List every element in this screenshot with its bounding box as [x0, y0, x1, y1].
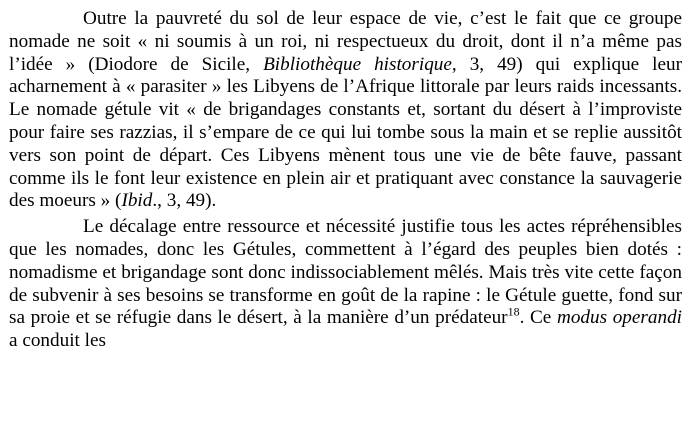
document-page [9, 8, 682, 353]
ibid-reference: Ibid [121, 190, 153, 212]
paragraph-2-text-2: . Ce [519, 307, 557, 329]
work-title-bibliotheque-historique: Bibliothèque historique [263, 53, 452, 75]
latin-term-modus-operandi: modus operandi [556, 307, 682, 329]
paragraph-2 [9, 216, 682, 353]
paragraph-1-text-1: Outre la pauvreté du sol de leur espace de vie, c’est le fait que ce groupe nomade ne soit « ni soumis à un roi, ni respectueux du droit, dont il n’a même pas l’idée » (Diodore de Sicile, [9, 8, 682, 75]
footnote-reference-18[interactable]: 18 [507, 304, 520, 319]
paragraph-2-text-3: a conduit les [9, 330, 106, 352]
paragraph-1-text-3: ., 3, 49). [152, 190, 217, 212]
paragraph-1 [9, 8, 682, 213]
paragraph-1-text-2: , 3, 49) qui explique leur acharnement à « parasiter » les Libyens de l’Afrique littorale par leurs raids incessants. Le nomade gétule vit « de brigandages constants et, sortant du désert à l’improviste pour faire ses razzias, il s’empare de ce qui lui tombe sous la main et se replie aussitôt vers son point de départ. Ces Libyens mènent tous une vie de bête fauve, passant comme ils le font leur existence en plein air et pratiquant avec constance la sauvagerie des moeurs » ( [9, 53, 683, 212]
paragraph-2-text-1: Le décalage entre ressource et nécessité justifie tous les actes répréhensibles que les nomades, donc les Gétules, commettent à l’égard des peuples bien dotés : nomadisme et brigandage sont donc indissociablement mêlés. Mais très vite cette façon de subvenir à ses besoins se transforme en goût de la rapine : le Gétule guette, fond sur sa proie et se réfugie dans le désert, à la manière d’un prédateur [9, 216, 682, 329]
